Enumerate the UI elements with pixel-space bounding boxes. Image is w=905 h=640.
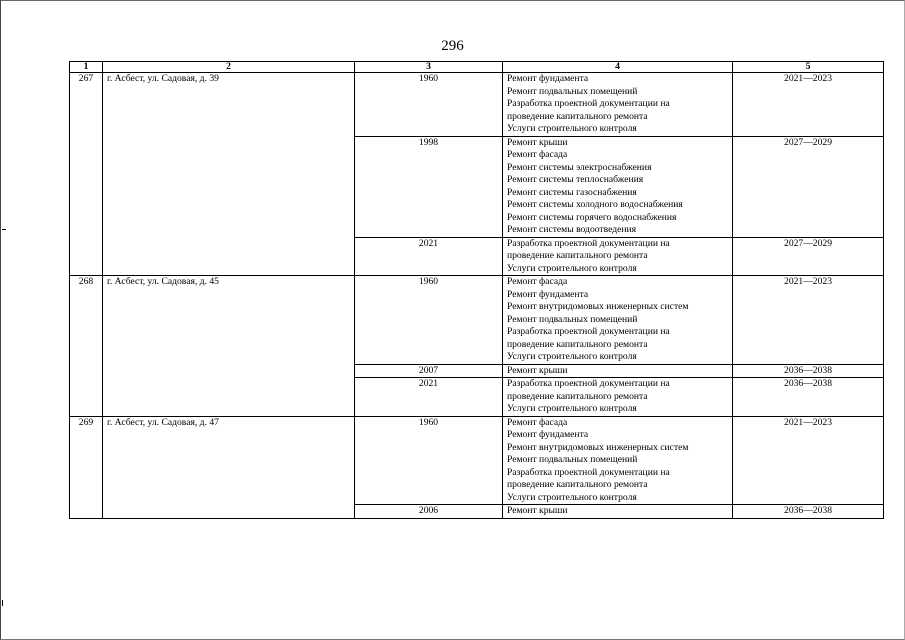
- address-cell: г. Асбест, ул. Садовая, д. 39: [103, 73, 355, 276]
- row-number: 268: [70, 276, 103, 417]
- scan-speck: [2, 600, 3, 606]
- work-item: Услуги строительного контроля: [507, 351, 637, 362]
- column-header: 4: [503, 62, 733, 73]
- work-item: Ремонт фасада: [507, 149, 568, 160]
- work-item: Разработка проектной документации на: [507, 466, 670, 478]
- column-header: 1: [70, 62, 103, 73]
- year-cell: 1960: [355, 73, 503, 137]
- work-item: Ремонт фундамента: [507, 288, 589, 300]
- table-row: [70, 416, 884, 505]
- period-cell: 2021—2023: [733, 416, 884, 505]
- year-cell: 2007: [355, 364, 503, 378]
- period-cell: 2027—2029: [733, 136, 884, 237]
- address-cell: г. Асбест, ул. Садовая, д. 45: [103, 276, 355, 417]
- year-cell: 1960: [355, 416, 503, 505]
- row-number: 269: [70, 416, 103, 518]
- work-item: Ремонт крыши: [507, 136, 568, 148]
- work-item: Ремонт внутридомовых инженерных систем: [507, 301, 689, 312]
- table-row: [70, 276, 884, 365]
- work-item: Ремонт системы холодного водоснабжения: [507, 199, 683, 210]
- period-cell: 2036—2038: [733, 378, 884, 417]
- work-item: Разработка проектной документации на: [507, 98, 670, 109]
- work-item: Ремонт подвальных помещений: [507, 454, 638, 465]
- column-header: 2: [103, 62, 355, 73]
- work-item: проведение капитального ремонта: [507, 110, 648, 122]
- work-item: Ремонт системы электроснабжения: [507, 161, 652, 173]
- year-cell: 2006: [355, 505, 503, 519]
- year-cell: 2021: [355, 378, 503, 417]
- work-item: Ремонт фасада: [507, 416, 568, 428]
- work-item: Услуги строительного контроля: [507, 123, 637, 134]
- work-item: Ремонт системы газоснабжения: [507, 186, 637, 198]
- work-item: Ремонт крыши: [507, 505, 568, 516]
- works-cell: [503, 416, 733, 505]
- work-item: Разработка проектной документации на: [507, 237, 670, 249]
- repair-schedule-table: [69, 61, 884, 519]
- work-item: проведение капитального ремонта: [507, 250, 648, 261]
- works-cell: [503, 237, 733, 276]
- works-cell: [503, 378, 733, 417]
- work-item: Ремонт фундамента: [507, 73, 589, 84]
- work-item: Ремонт подвальных помещений: [507, 85, 638, 97]
- table-body: [70, 73, 884, 519]
- work-item: проведение капитального ремонта: [507, 390, 648, 402]
- period-cell: 2021—2023: [733, 276, 884, 365]
- works-cell: [503, 364, 733, 378]
- table-row: [70, 73, 884, 137]
- year-cell: 2021: [355, 237, 503, 276]
- work-item: Ремонт системы водоотведения: [507, 224, 637, 235]
- period-cell: 2021—2023: [733, 73, 884, 137]
- work-item: Разработка проектной документации на: [507, 378, 670, 389]
- period-cell: 2036—2038: [733, 364, 884, 378]
- work-item: Ремонт крыши: [507, 364, 568, 376]
- work-item: Ремонт системы горячего водоснабжения: [507, 211, 677, 223]
- period-cell: 2036—2038: [733, 505, 884, 519]
- period-cell: 2027—2029: [733, 237, 884, 276]
- work-item: Ремонт подвальных помещений: [507, 313, 638, 325]
- work-item: проведение капитального ремонта: [507, 338, 648, 350]
- table-header-row: [70, 62, 884, 73]
- works-cell: [503, 276, 733, 365]
- work-item: Ремонт внутридомовых инженерных систем: [507, 441, 689, 453]
- work-item: Услуги строительного контроля: [507, 262, 637, 274]
- year-cell: 1960: [355, 276, 503, 365]
- page-number: 296: [441, 38, 464, 54]
- works-cell: [503, 505, 733, 519]
- column-header: 5: [733, 62, 884, 73]
- column-header: 3: [355, 62, 503, 73]
- work-item: проведение капитального ремонта: [507, 479, 648, 490]
- works-cell: [503, 73, 733, 137]
- work-item: Услуги строительного контроля: [507, 491, 637, 503]
- works-cell: [503, 136, 733, 237]
- work-item: Ремонт системы теплоснабжения: [507, 174, 644, 185]
- year-cell: 1998: [355, 136, 503, 237]
- work-item: Ремонт фундамента: [507, 429, 589, 440]
- work-item: Разработка проектной документации на: [507, 326, 670, 337]
- work-item: Ремонт фасада: [507, 276, 568, 287]
- work-item: Услуги строительного контроля: [507, 403, 637, 414]
- scan-speck: [2, 229, 6, 230]
- row-number: 267: [70, 73, 103, 276]
- address-cell: г. Асбест, ул. Садовая, д. 47: [103, 416, 355, 518]
